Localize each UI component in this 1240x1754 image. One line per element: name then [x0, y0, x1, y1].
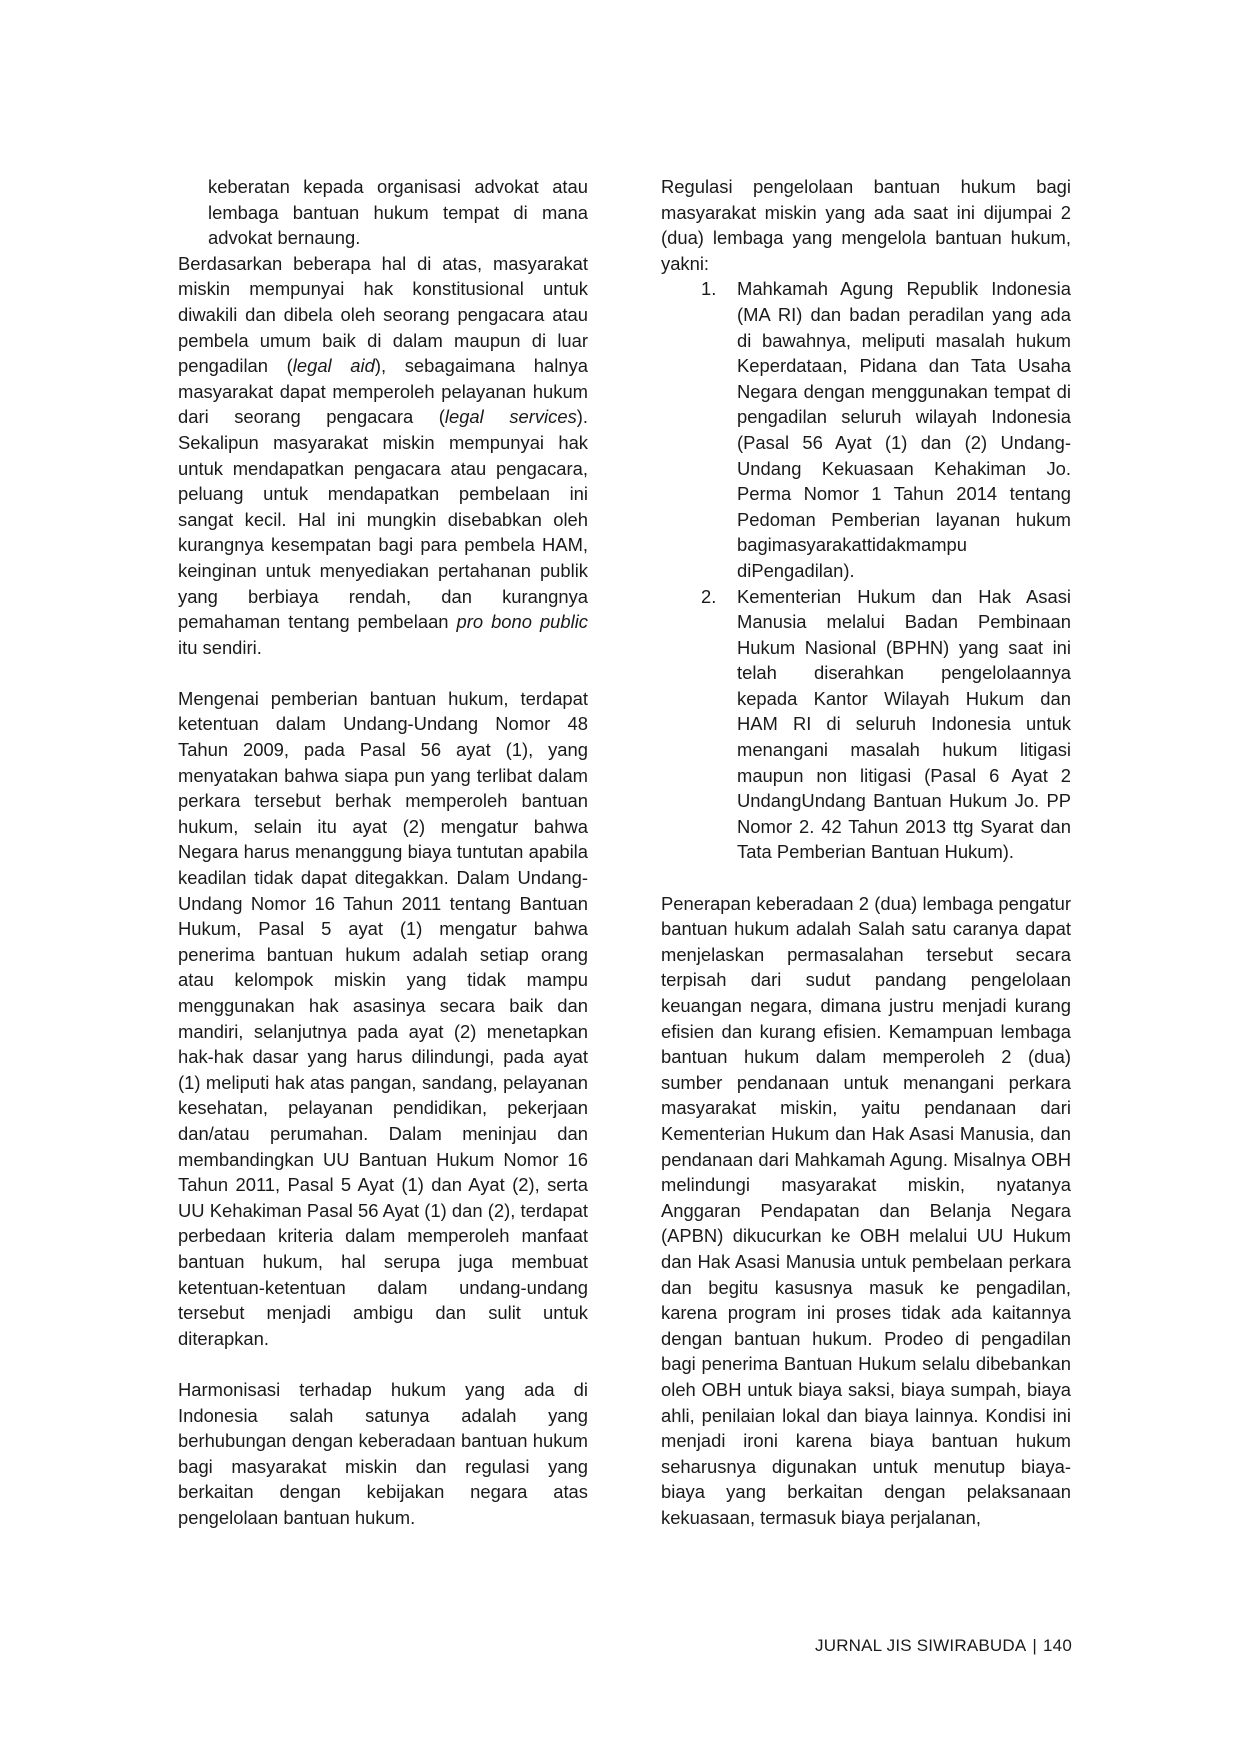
italic-term-pro-bono: pro bono public [456, 611, 588, 633]
list-number: 1. [701, 278, 717, 300]
italic-term-legal-services: legal services [444, 406, 577, 428]
right-column [661, 174, 1071, 1530]
list-number: 2. [701, 585, 717, 607]
page-number: 140 [1043, 1636, 1072, 1655]
italic-term-legal-aid: legal aid [292, 355, 375, 377]
paragraph-regulation-intro: Regulasi pengelolaan bantuan hukum bagi masyarakat miskin yang ada saat ini dijumpai 2 (dua) lembaga yang mengelola bantuan hukum, yakni: [661, 176, 1071, 274]
left-column [178, 174, 588, 1530]
paragraph-text: ), sebagaimana halnya masyarakat dapat memperoleh pelayanan hukum dari seorang pengacara ( [178, 355, 589, 428]
paragraph-constitutional-rights [178, 251, 588, 661]
page-footer [815, 1636, 1072, 1656]
list-item-text: Mahkamah Agung Republik Indonesia (MA RI) dan badan peradilan yang ada di bawahnya, meliputi masalah hukum Keperdataan, Pidana dan Tata Usaha Negara dengan menggunakan tempat di pengadilan seluruh wilayah Indonesia (Pasal 56 Ayat (1) dan (2) Undang-Undang Kekuasaan Kehakiman Jo. Perma Nomor 1 Tahun 2014 tentang Pedoman Pemberian layanan hukum bagimasyarakattidakmampu diPengadilan). [737, 278, 1071, 581]
paragraph-text: Berdasarkan beberapa hal di atas, masyarakat miskin mempunyai hak konstitusional untuk diwakili dan dibela oleh seorang pengacara atau pembela umum baik di dalam maupun di luar pengadilan ( [178, 252, 588, 377]
paragraph-text: ). Sekalipun masyarakat miskin mempunyai hak untuk mendapatkan pengacara atau pengacara, peluang untuk mendapatkan pembelaan ini sangat kecil. Hal ini mungkin disebabkan oleh kurangnya kesempatan bagi para pembela HAM, keinginan untuk menyediakan pertahanan publik yang berbiaya rendah, dan kurangnya pemahaman tentang pembelaan [178, 406, 588, 633]
paragraph-harmonization: Harmonisasi terhadap hukum yang ada di Indonesia salah satunya adalah yang berhubungan dengan keberadaan bantuan hukum bagi masyarakat miskin dan regulasi yang berkaitan dengan kebijakan negara atas pengelolaan bantuan hukum. [178, 1378, 588, 1528]
intro-fragment: keberatan kepada organisasi advokat atau lembaga bantuan hukum tempat di mana advokat bernaung. [208, 176, 588, 249]
institution-list [661, 276, 1071, 865]
paragraph-legal-provisions: Mengenai pemberian bantuan hukum, terdapat ketentuan dalam Undang-Undang Nomor 48 Tahun 2009, pada Pasal 56 ayat (1), yang menyatakan bahwa siapa pun yang terlibat dalam perkara tersebut berhak memperoleh bantuan hukum, selain itu ayat (2) mengatur bahwa Negara harus menanggung biaya tuntutan apabila keadilan tidak dapat ditegakkan. Dalam Undang-Undang Nomor 16 Tahun 2011 tentang Bantuan Hukum, Pasal 5 ayat (1) mengatur bahwa penerima bantuan hukum adalah setiap orang atau kelompok miskin yang tidak mampu menggunakan hak asasinya secara baik dan mandiri, selanjutnya pada ayat (2) menetapkan hak-hak dasar yang harus dilindungi, pada ayat (1) meliputi hak atas pangan, sandang, pelayanan kesehatan, pelayanan pendidikan, pekerjaan dan/atau perumahan. Dalam meninjau dan membandingkan UU Bantuan Hukum Nomor 16 Tahun 2011, Pasal 5 Ayat (1) dan Ayat (2), serta UU Kehakiman Pasal 56 Ayat (1) dan (2), terdapat perbedaan kriteria dalam memperoleh manfaat bantuan hukum, hal serupa juga membuat ketentuan-ketentuan dalam undang-undang tersebut menjadi ambigu dan sulit untuk diterapkan. [178, 687, 588, 1349]
list-item-text: Kementerian Hukum dan Hak Asasi Manusia melalui Badan Pembinaan Hukum Nasional (BPHN) yang saat ini telah diserahkan pengelolaannya kepada Kantor Wilayah Hukum dan HAM RI di seluruh Indonesia untuk menangani masalah hukum litigasi maupun non litigasi (Pasal 6 Ayat 2 UndangUndang Bantuan Hukum Jo. PP Nomor 2. 42 Tahun 2013 ttg Syarat dan Tata Pemberian Bantuan Hukum). [737, 585, 1071, 863]
paragraph-text: itu sendiri. [178, 636, 262, 658]
list-item [661, 584, 1071, 866]
footer-separator: | [1032, 1636, 1038, 1655]
paragraph-implementation: Penerapan keberadaan 2 (dua) lembaga pengatur bantuan hukum adalah Salah satu caranya dapat menjelaskan permasalahan tersebut secara terpisah dari sudut pandang pengelolaan keuangan negara, dimana justru menjadi kurang efisien dan kurang efisien. Kemampuan lembaga bantuan hukum dalam memperoleh 2 (dua) sumber pendanaan untuk menangani perkara masyarakat miskin, yaitu pendanaan dari Kementerian Hukum dan Hak Asasi Manusia, dan pendanaan dari Mahkamah Agung. Misalnya OBH melindungi masyarakat miskin, nyatanya Anggaran Pendapatan dan Belanja Negara (APBN) dikucurkan ke OBH melalui UU Hukum dan Hak Asasi Manusia untuk pembelaan perkara dan begitu kasusnya masuk ke pengadilan, karena program ini proses tidak ada kaitannya dengan bantuan hukum. Prodeo di pengadilan bagi penerima Bantuan Hukum selalu dibebankan oleh OBH untuk biaya saksi, biaya sumpah, biaya ahli, penilaian lokal dan biaya lainnya. Kondisi ini menjadi ironi karena biaya bantuan hukum seharusnya digunakan untuk menutup biaya-biaya yang berkaitan dengan pelaksanaan kekuasaan, termasuk biaya perjalanan, [661, 892, 1071, 1528]
list-item [661, 276, 1071, 583]
journal-name: JURNAL JIS SIWIRABUDA [815, 1636, 1027, 1655]
